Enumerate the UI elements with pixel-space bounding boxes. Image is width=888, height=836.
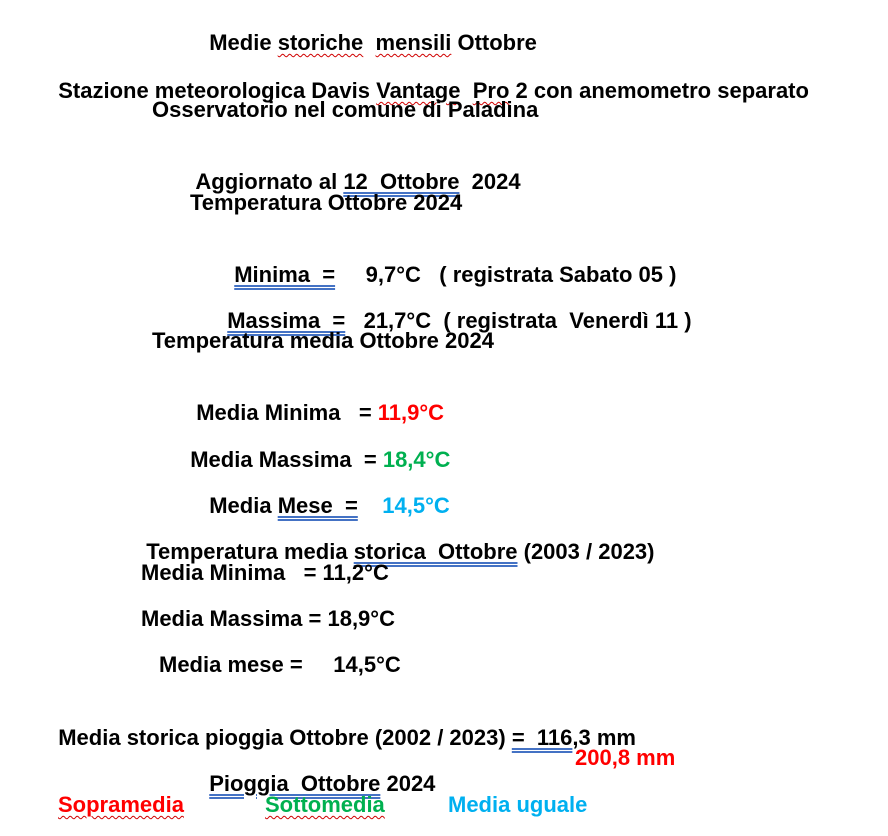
title-word-ottobre: Ottobre bbox=[451, 30, 537, 55]
historical-month: Media mese = 14,5°C bbox=[159, 652, 401, 677]
historical-heading-underlined: storica Ottobre bbox=[353, 539, 518, 564]
station-rest: 2 con anemometro separato bbox=[509, 78, 809, 103]
rain-historical-label: Media storica pioggia Ottobre (2002 / 2023) bbox=[58, 725, 512, 750]
rain-2024-value: 200,8 mm bbox=[575, 745, 676, 770]
page-title bbox=[197, 4, 537, 56]
title-part: Medie bbox=[209, 30, 278, 55]
legend-equal-average: Media uguale bbox=[448, 792, 588, 817]
mean-month-label: Mese = bbox=[277, 493, 358, 518]
mean-2024-min bbox=[184, 374, 444, 426]
historical-heading-prefix: Temperatura media bbox=[146, 539, 354, 564]
historical-heading bbox=[134, 513, 654, 565]
min-value: 9,7°C ( registrata Sabato 05 ) bbox=[335, 262, 677, 287]
rain-2024-label: Pioggia Ottobre bbox=[209, 771, 381, 796]
rain-2024 bbox=[197, 745, 435, 797]
title-word-mensili: mensili bbox=[375, 30, 452, 55]
temp-2024-heading: Temperatura Ottobre 2024 bbox=[190, 190, 463, 215]
temp-2024-min bbox=[222, 236, 676, 288]
mean-2024-heading: Temperatura media Ottobre 2024 bbox=[152, 328, 494, 353]
updated-line bbox=[184, 143, 521, 195]
mean-max-label: Media Massima = bbox=[190, 447, 383, 472]
legend-below-average: Sottomedia bbox=[265, 792, 385, 817]
mean-month-label-prefix: Media bbox=[209, 493, 278, 518]
mean-month-value: 14,5°C bbox=[382, 493, 450, 518]
rain-historical-unit: ,3 mm bbox=[572, 725, 636, 750]
historical-min: Media Minima = 11,2°C bbox=[141, 560, 389, 585]
rain-historical bbox=[46, 699, 636, 751]
rain-historical-value: = 116 bbox=[511, 725, 573, 750]
legend-above-average: Sopramedia bbox=[58, 792, 184, 817]
historical-max: Media Massima = 18,9°C bbox=[141, 606, 395, 631]
mean-2024-month bbox=[197, 467, 450, 519]
observatory-line: Osservatorio nel comune di Paladina bbox=[152, 97, 539, 122]
mean-min-label: Media Minima = bbox=[196, 400, 378, 425]
title-word-storiche: storiche bbox=[277, 30, 364, 55]
station-word-vantage: Vantage bbox=[376, 78, 461, 103]
min-label: Minima = bbox=[234, 262, 336, 287]
mean-max-value: 18,4°C bbox=[382, 447, 451, 472]
updated-year: 2024 bbox=[459, 169, 521, 194]
max-label: Massima = bbox=[227, 308, 346, 333]
max-value: 21,7°C ( registrata Venerdì 11 ) bbox=[345, 308, 692, 333]
mean-2024-max bbox=[178, 421, 450, 473]
updated-date: 12 Ottobre bbox=[343, 169, 460, 194]
rain-2024-year: 2024 bbox=[380, 771, 436, 796]
updated-prefix: Aggiornato al bbox=[195, 169, 344, 194]
historical-heading-range: (2003 / 2023) bbox=[517, 539, 655, 564]
station-word-pro: Pro bbox=[472, 78, 510, 103]
temp-2024-max bbox=[215, 282, 692, 334]
mean-min-value: 11,9°C bbox=[377, 400, 445, 425]
station-part: Stazione meteorologica Davis bbox=[58, 78, 377, 103]
